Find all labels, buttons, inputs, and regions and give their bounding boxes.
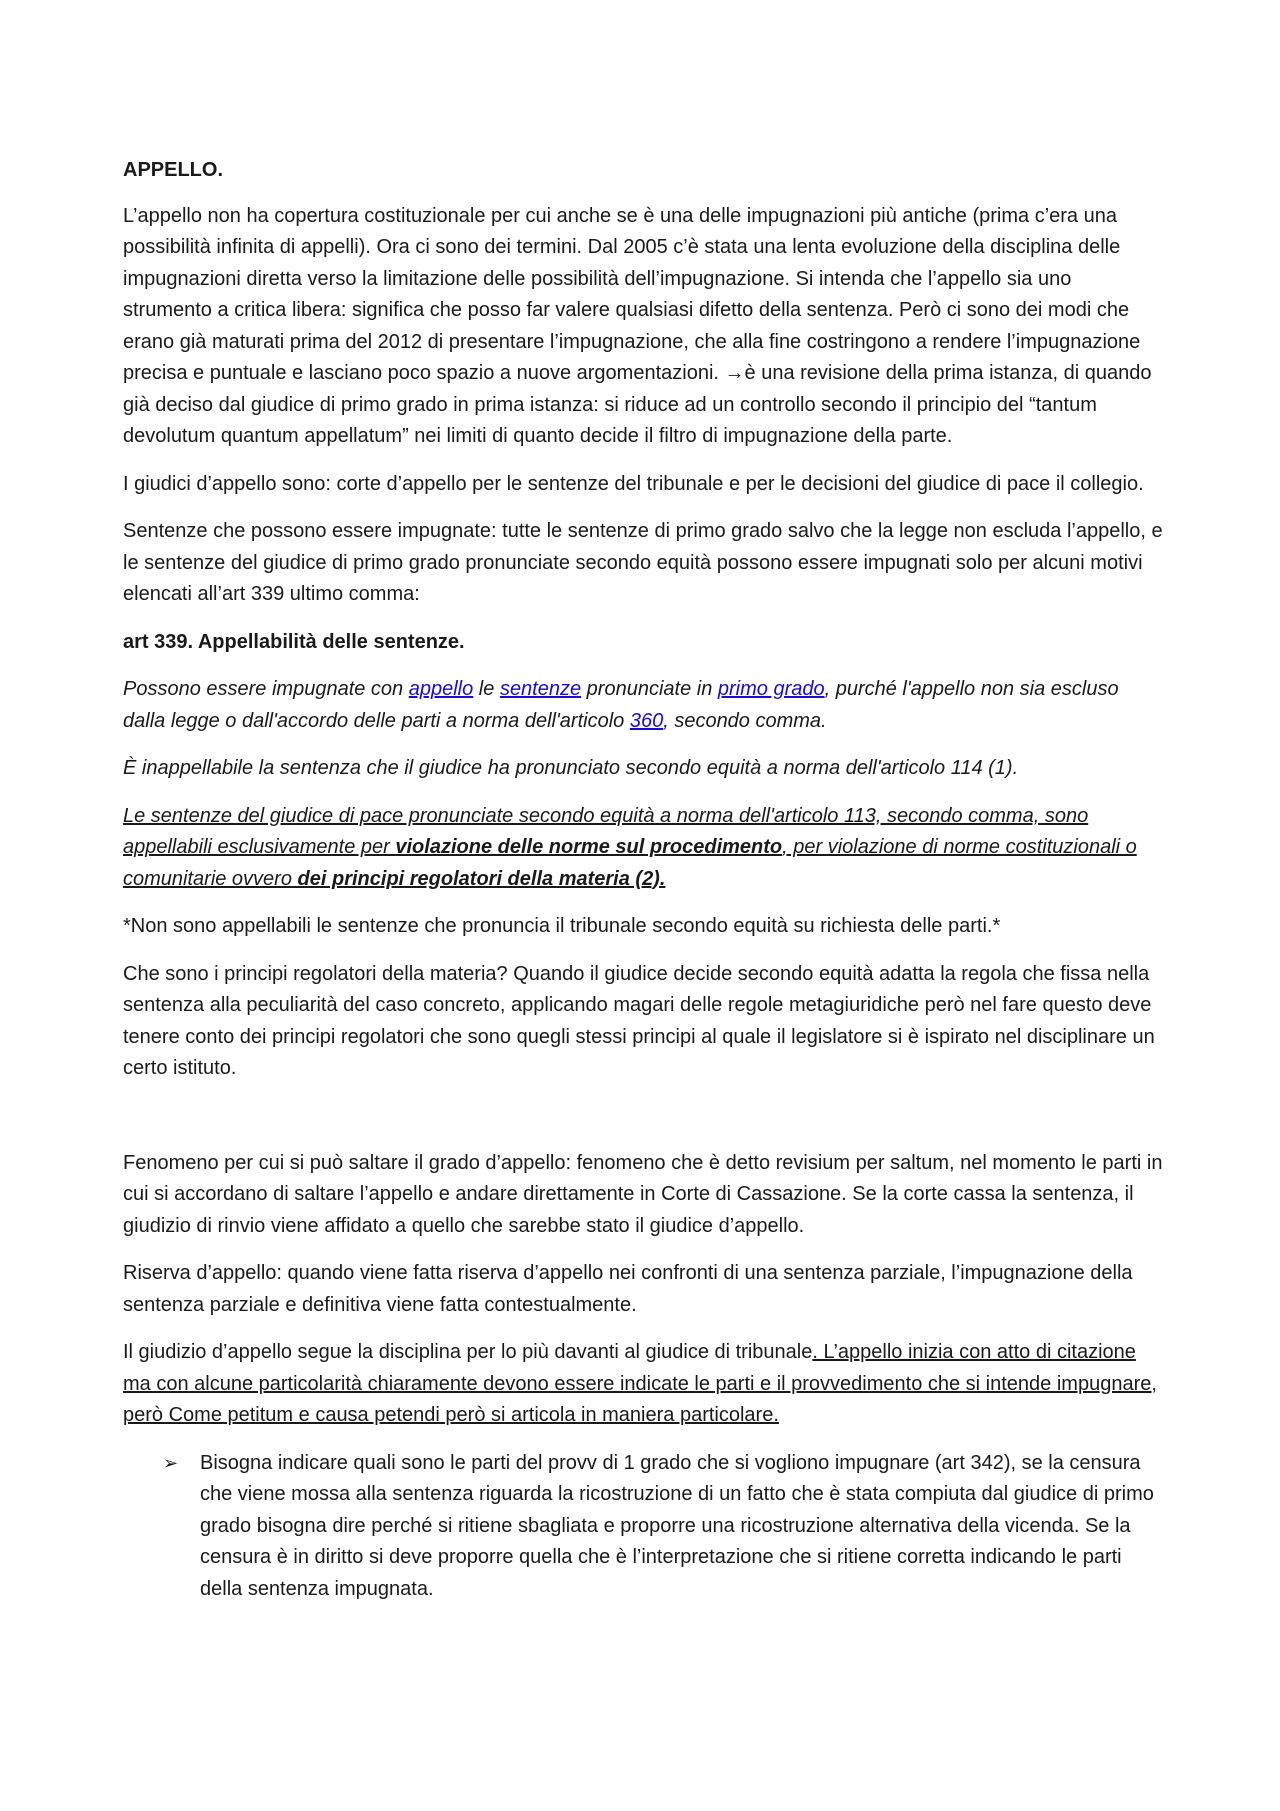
arrow-text: è una revisione della prima istanza, di quando già deciso dal giudice di primo grado in prima istanza: si riduce ad un controllo secondo il principio del “tantum devolutum quantum appellatum” nei limiti di quanto decide il filtro di impugnazione della parte. — [123, 362, 1152, 447]
article-paragraph-2: È inappellabile la sentenza che il giudice ha pronunciato secondo equità a norma dell'articolo 114 (1). — [123, 757, 1019, 779]
bullet-text: Bisogna indicare quali sono le parti del provv di 1 grado che si vogliono impugnare (art 342), se la censura che viene mossa alla sentenza riguarda la ricostruzione di un fatto che è stata compiuta dal giudice di primo grado bisogna dire perché si ritiene sbagliata e proporre una ricostruzione alternativa della vicenda. Se la censura è in diritto si deve proporre quella che è l’interpretazione che si ritiene corretta indicando le parti della sentenza impugnata. — [200, 1451, 1154, 1600]
giudizio-text: Il giudizio d’appello segue la disciplina per lo più davanti al giudice di tribunale — [123, 1341, 813, 1363]
article-bold-procedimento: violazione delle norme sul procedimento — [395, 836, 783, 858]
paragraph-note: *Non sono appellabili le sentenze che pronuncia il tribunale secondo equità su richiesta delle parti.* — [123, 915, 1001, 937]
intro-text: L’appello non ha copertura costituzionale per cui anche se è una delle impugnazioni più antiche (prima c’era una possibilità infinita di appelli). Ora ci sono dei termini. Dal 2005 c’è stata una lenta evoluzione della disciplina delle impugnazioni diretta verso la limitazione delle possibilità dell’impugnazione. Si intenda che l’appello sia uno strumento a critica libera: significa che posso far valere qualsiasi difetto della sentenza. Però ci sono dei modi che erano già maturati prima del 2012 di presentare l’impugnazione, che alla fine costringono a rendere l’impugnazione precisa e puntuale e lasciano poco spazio a nuove argomentazioni. — [123, 204, 1141, 384]
paragraph-principi-regolatori: Che sono i principi regolatori della materia? Quando il giudice decide secondo equità adatta la regola che fissa nella sentenza alla peculiarità del caso concreto, applicando magari delle regole metagiuridiche però nel fare questo deve tenere conto dei principi regolatori che sono quegli stessi principi al quale il legislatore si è ispirato nel disciplinare un certo istituto. — [123, 962, 1155, 1079]
paragraph-per-saltum: Fenomeno per cui si può saltare il grado d’appello: fenomeno che è detto revisium per saltum, nel momento le parti in cui si accordano di saltare l’appello e andare direttamente in Corte di Cassazione. Se la corte cassa la sentenza, il giudizio di rinvio viene affidato a quello che sarebbe stato il giudice d’appello. — [123, 1151, 1163, 1237]
article-text: Le sentenze del giudice di pace pronunciate secondo equità a norma dell'articolo 113, secondo comma, sono appellabili esclusivamente per — [123, 804, 1089, 858]
paragraph-riserva: Riserva d’appello: quando viene fatta riserva d’appello nei confronti di una sentenza parziale, l’impugnazione della sentenza parziale e definitiva viene fatta contestualmente. — [123, 1262, 1133, 1316]
article-paragraph-1 — [123, 674, 1165, 737]
article-text: , purché l'appello non sia escluso dalla legge o dall'accordo delle parti a norma dell'articolo — [123, 678, 1119, 732]
document-title: APPELLO. — [123, 159, 224, 181]
link-appello[interactable]: appello — [408, 678, 474, 700]
article-text: , secondo comma. — [663, 709, 827, 732]
article-heading: art 339. Appellabilità delle sentenze. — [123, 630, 465, 653]
paragraph-giudizio-appello — [123, 1337, 1165, 1432]
link-articolo-360[interactable]: 360 — [629, 709, 664, 732]
spacer — [123, 1101, 1165, 1148]
paragraph-appealable-sentences: Sentenze che possono essere impugnate: tutte le sentenze di primo grado salvo che la legge non escluda l’appello, e le sentenze del giudice di primo grado pronunciate secondo equità possono essere impugnati solo per alcuni motivi elencati all’art 339 ultimo comma: — [123, 520, 1163, 605]
bullet-item — [123, 1448, 1165, 1606]
link-sentenze[interactable]: sentenze — [499, 678, 582, 700]
arrow-icon: → — [724, 362, 745, 384]
article-text: , per violazione di norme costituzionali o comunitarie ovvero — [123, 836, 1137, 890]
paragraph-judges: I giudici d’appello sono: corte d’appello per le sentenze del tribunale e per le decisioni del giudice di pace il collegio. — [123, 472, 1144, 495]
article-bold-principi: dei principi regolatori della materia (2). — [297, 867, 666, 890]
article-paragraph-3 — [123, 801, 1165, 896]
paragraph-intro — [123, 201, 1165, 453]
article-text: Possono essere impugnate con — [123, 678, 409, 700]
article-text: le — [473, 678, 500, 700]
link-primo-grado[interactable]: primo grado — [717, 678, 825, 700]
arrowhead-bullet-icon: ➢ — [163, 1452, 179, 1473]
giudizio-underlined-text: . L’appello inizia con atto di citazione ma con alcune particolarità chiaramente devono essere indicate le parti e il provvedimento che si intende impugnare, però Come petitum e causa petendi però si articola in maniera particolare. — [123, 1341, 1157, 1426]
article-text: pronunciate in — [581, 678, 718, 700]
